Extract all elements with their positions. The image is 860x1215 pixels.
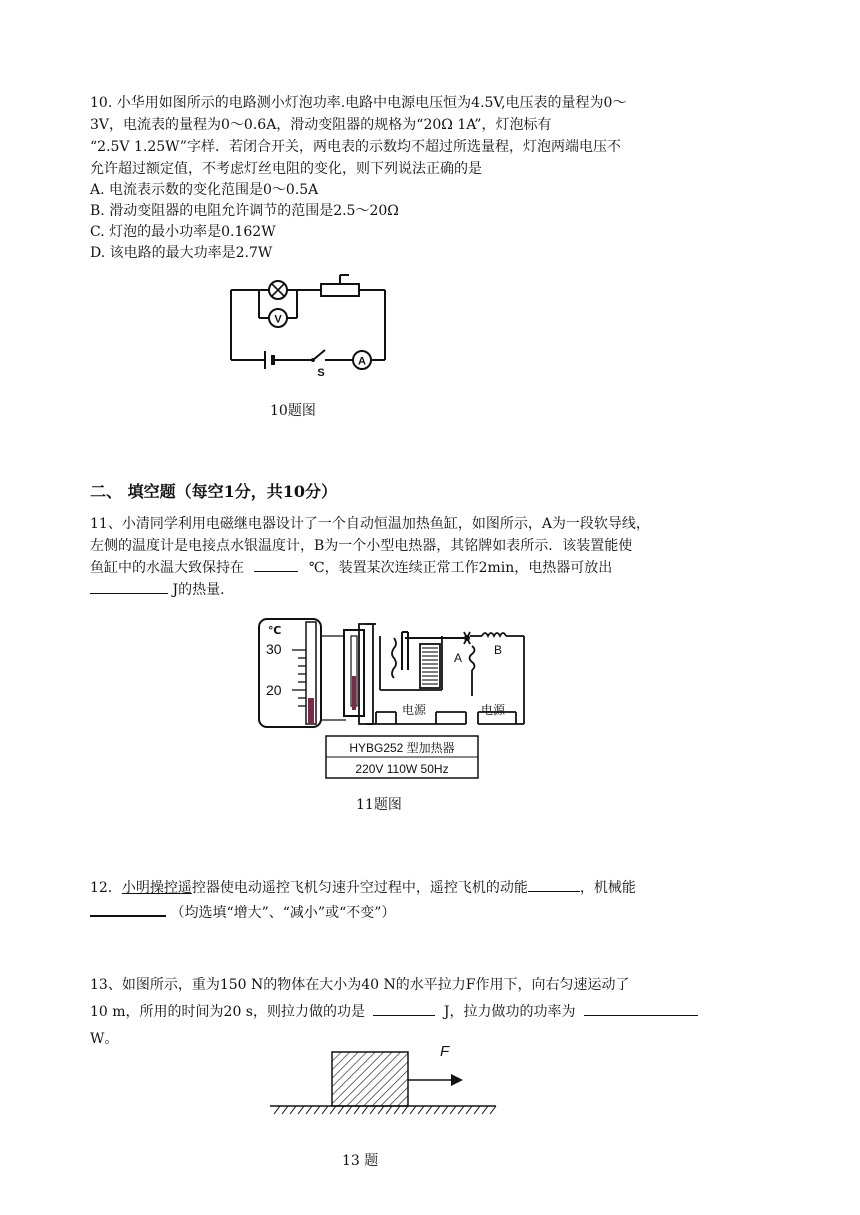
question-11: [90, 513, 650, 601]
q11-relay-diagram: [256, 616, 532, 782]
q13-text-part: 10 m，所用的时间为20 s，则拉力做的功是: [90, 1004, 365, 1020]
q11-text-line: [90, 557, 650, 579]
switch-label: S: [317, 367, 325, 379]
q11-text-part: 鱼缸中的水温大致保持在: [90, 560, 244, 576]
q13-text-line: 13、如图所示，重为150 N的物体在大小为40 N的水平拉力F作用下，向右匀速运动了: [90, 977, 630, 993]
q11-text-line: 左侧的温度计是电接点水银温度计，B为一个小型电热器，其铭牌如表所示．该装置能使: [90, 538, 633, 554]
q13-blank-work[interactable]: [373, 1001, 435, 1016]
q10-text-line: “2.5V 1.25W”字样．若闭合开关，两电表的示数均不超过所选量程，灯泡两端电压不: [90, 139, 621, 155]
power-source-label-1: 电源: [402, 703, 427, 717]
q10-text-line: 3V，电流表的量程为0～0.6A，滑动变阻器的规格为“20Ω 1A”，灯泡标有: [90, 117, 552, 133]
thermometer-mark-20: 20: [266, 682, 282, 698]
q11-text-part: ℃，装置某次连续正常工作2min，电热器可放出: [308, 560, 613, 576]
wire-label-a: A: [454, 651, 463, 665]
section-2-title: 二、 填空题（每空1分，共10分）: [90, 482, 337, 501]
q11-text-line: [90, 579, 650, 601]
q11-blank-heat[interactable]: [90, 579, 168, 594]
q13-force-diagram: [268, 1040, 500, 1118]
q10-option-c: C. 灯泡的最小功率是0.162W: [90, 224, 276, 240]
question-12: [90, 876, 636, 926]
q12-text-part: ，机械能: [579, 880, 636, 896]
q12-text-part-underlined: 小明操控遥: [121, 880, 192, 896]
q12-blank-kinetic-energy[interactable]: [528, 877, 580, 892]
mercury-column: [308, 698, 314, 724]
force-label: F: [440, 1043, 450, 1060]
ammeter-label: A: [358, 355, 366, 368]
q11-blank-temperature[interactable]: [254, 557, 298, 572]
q10-text-line: 10. 小华用如图所示的电路测小灯泡功率.电路中电源电压恒为4.5V,电压表的量程为0～: [90, 95, 627, 111]
q10-text-line: 允许超过额定值，不考虑灯丝电阻的变化，则下列说法正确的是: [90, 161, 482, 177]
q13-text-part: J，拉力做功的功率为: [443, 1004, 576, 1020]
q12-blank-mechanical-energy[interactable]: [90, 901, 166, 917]
nameplate-spec: 220V 110W 50Hz: [355, 762, 449, 776]
q12-text-part: （均选填“增大”、“减小”或“不变”）: [170, 905, 396, 921]
ground-hatching: [274, 1106, 496, 1114]
q10-option-d: D. 该电路的最大功率是2.7W: [90, 245, 273, 261]
thermometer-mark-30: 30: [266, 641, 282, 657]
q11-figure-caption: 11题图: [356, 797, 402, 813]
block-object: [332, 1052, 408, 1106]
power-source-label-2: 电源: [481, 703, 506, 717]
q12-text-line: [90, 876, 636, 900]
q12-text-part: 控器使电动遥控飞机匀速升空过程中，遥控飞机的动能: [191, 880, 528, 896]
q10-option-a: A. 电流表示数的变化范围是0～0.5A: [90, 182, 319, 198]
battery-icon: [265, 351, 273, 369]
switch-icon: [311, 358, 315, 362]
q11-text-part: J的热量.: [172, 582, 225, 598]
q13-text-line: [90, 999, 698, 1026]
q10-option-b: B. 滑动变阻器的电阻允许调节的范围是2.5～20Ω: [90, 203, 399, 219]
q12-text-part: 12．: [90, 880, 122, 896]
thermometer-unit: ℃: [268, 625, 282, 637]
q13-text-line: W。: [90, 1031, 119, 1047]
voltmeter-label: V: [274, 313, 282, 326]
q13-figure-caption: 13 题: [342, 1153, 379, 1169]
heater-label-b: B: [494, 643, 503, 657]
q13-blank-power[interactable]: [584, 1001, 698, 1016]
nameplate-model: HYBG252 型加热器: [349, 741, 455, 755]
q11-text-line: 11、小清同学利用电磁继电器设计了一个自动恒温加热鱼缸，如图所示，A为一段软导线，: [90, 516, 650, 532]
q12-text-line: [90, 900, 636, 926]
q10-figure-caption: 10题图: [270, 403, 316, 419]
question-10: [90, 92, 626, 264]
q10-circuit-diagram: [225, 272, 395, 382]
lamp-icon: [269, 281, 287, 299]
